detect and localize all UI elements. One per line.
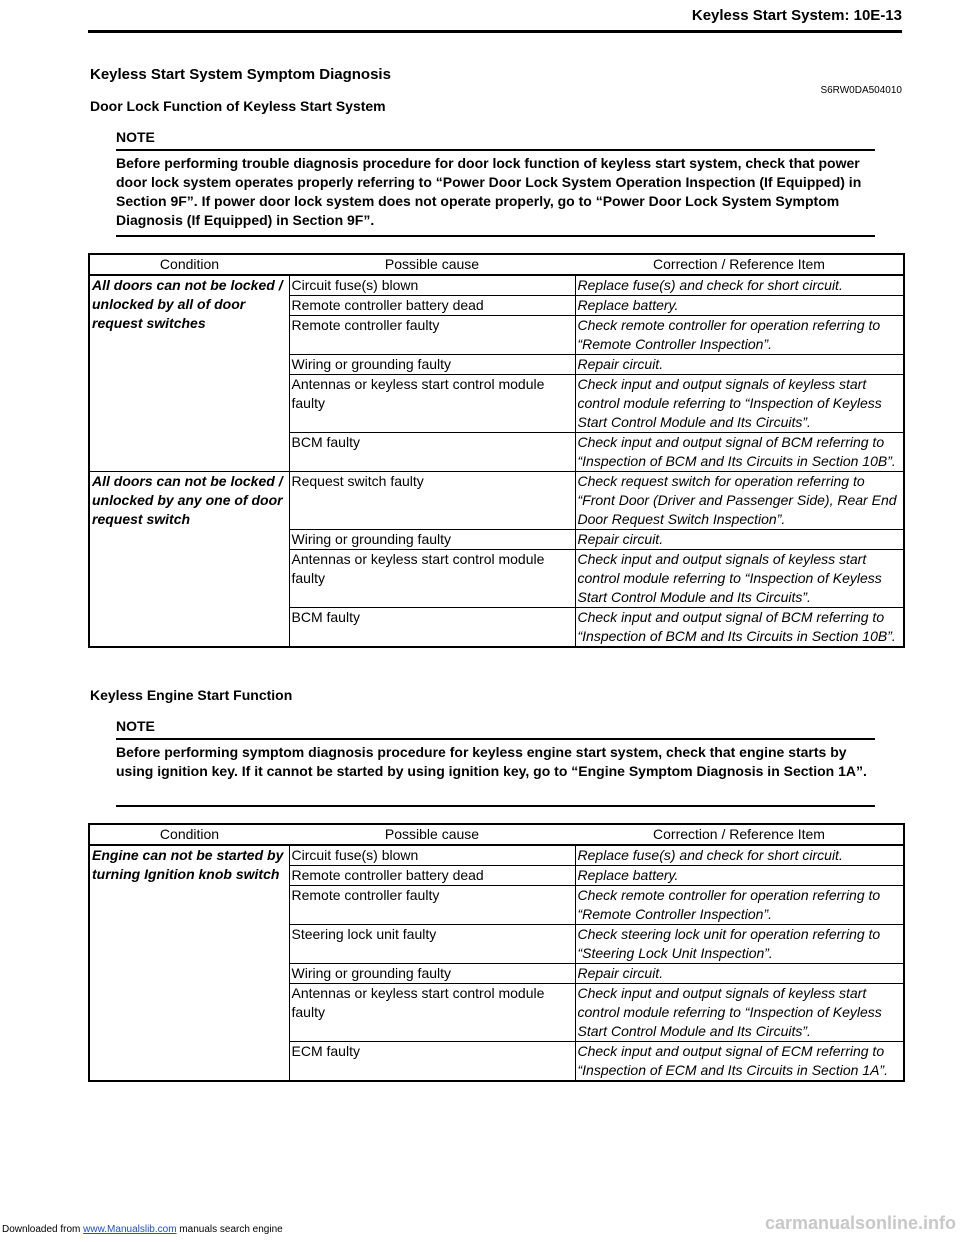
correction-cell: Check input and output signal of BCM referring to “Inspection of BCM and Its Circuits in Section 10B”. xyxy=(575,608,904,648)
footer xyxy=(2,1224,283,1235)
section-code: S6RW0DA504010 xyxy=(820,85,902,96)
table-header-row xyxy=(89,254,904,275)
table-row xyxy=(89,275,904,296)
cause-cell: Wiring or grounding faulty xyxy=(289,355,575,375)
correction-cell: Check input and output signals of keyless start control module referring to “Inspection of Keyless Start Control Module and Its Circuits”. xyxy=(575,984,904,1042)
correction-cell: Check request switch for operation referring to “Front Door (Driver and Passenger Side), Rear End Door Request Switch Inspection”. xyxy=(575,472,904,530)
note-text-1: Before performing trouble diagnosis procedure for door lock function of keyless start system, check that power door lock system operates properly referring to “Power Door Lock System Operation Inspection (If Equipped) in Section 9F”. If power door lock system does not operate properly, go to “Power Door Lock System Symptom Diagnosis (If Equipped) in Section 9F”. xyxy=(116,155,862,228)
cause-cell: BCM faulty xyxy=(289,608,575,648)
correction-cell: Check steering lock unit for operation referring to “Steering Lock Unit Inspection”. xyxy=(575,925,904,964)
manualslib-link[interactable]: www.Manualslib.com xyxy=(83,1224,177,1235)
engine-start-subtitle: Keyless Engine Start Function xyxy=(90,687,293,703)
section-title: Keyless Start System Symptom Diagnosis xyxy=(90,66,391,83)
correction-cell: Check input and output signal of ECM referring to “Inspection of ECM and Its Circuits in Section 1A”. xyxy=(575,1042,904,1082)
cause-cell: Remote controller faulty xyxy=(289,316,575,355)
correction-cell: Check input and output signals of keyless start control module referring to “Inspection of Keyless Start Control Module and Its Circuits”. xyxy=(575,550,904,608)
correction-cell: Check input and output signals of keyless start control module referring to “Inspection of Keyless Start Control Module and Its Circuits”. xyxy=(575,375,904,433)
correction-cell: Repair circuit. xyxy=(575,964,904,984)
correction-cell: Check input and output signal of BCM referring to “Inspection of BCM and Its Circuits in Section 10B”. xyxy=(575,433,904,472)
correction-cell: Repair circuit. xyxy=(575,355,904,375)
header-correction: Correction / Reference Item xyxy=(575,254,904,275)
door-lock-subtitle: Door Lock Function of Keyless Start System xyxy=(90,98,386,114)
note-rule-bottom-2 xyxy=(116,805,875,807)
cause-cell: Remote controller faulty xyxy=(289,886,575,925)
correction-cell: Check remote controller for operation referring to “Remote Controller Inspection”. xyxy=(575,316,904,355)
cause-cell: Antennas or keyless start control module faulty xyxy=(289,984,575,1042)
footer-suffix: manuals search engine xyxy=(176,1224,283,1235)
note-label-1: NOTE xyxy=(116,129,155,145)
cause-cell: Antennas or keyless start control module faulty xyxy=(289,550,575,608)
note-text-2: Before performing symptom diagnosis procedure for keyless engine start system, check that engine starts by using ignition key. If it cannot be started by using ignition key, go to “Engine Symptom Diagnosis in Section 1A”. xyxy=(116,744,867,779)
condition-cell: All doors can not be locked / unlocked by any one of door request switch xyxy=(89,472,289,648)
cause-cell: Remote controller battery dead xyxy=(289,866,575,886)
table-header-row xyxy=(89,824,904,845)
correction-cell: Replace battery. xyxy=(575,296,904,316)
engine-start-diagnosis-table xyxy=(88,823,905,1082)
footer-prefix: Downloaded from xyxy=(2,1224,84,1235)
watermark: carmanualsonline.info xyxy=(764,1213,956,1233)
correction-cell: Check remote controller for operation referring to “Remote Controller Inspection”. xyxy=(575,886,904,925)
correction-cell: Replace battery. xyxy=(575,866,904,886)
cause-cell: Remote controller battery dead xyxy=(289,296,575,316)
table-row xyxy=(89,845,904,866)
cause-cell: BCM faulty xyxy=(289,433,575,472)
correction-cell: Replace fuse(s) and check for short circuit. xyxy=(575,845,904,866)
cause-cell: Circuit fuse(s) blown xyxy=(289,845,575,866)
header-correction: Correction / Reference Item xyxy=(575,824,904,845)
page-header-title: Keyless Start System: 10E-13 xyxy=(691,7,902,24)
condition-cell: All doors can not be locked / unlocked by all of door request switches xyxy=(89,275,289,472)
header-rule xyxy=(88,30,902,33)
door-lock-diagnosis-table xyxy=(88,253,905,648)
table-row xyxy=(89,472,904,530)
note-label-2: NOTE xyxy=(116,718,155,734)
note-rule-top-2 xyxy=(116,738,875,740)
header-condition: Condition xyxy=(89,254,289,275)
header-condition: Condition xyxy=(89,824,289,845)
cause-cell: Circuit fuse(s) blown xyxy=(289,275,575,296)
correction-cell: Repair circuit. xyxy=(575,530,904,550)
cause-cell: Steering lock unit faulty xyxy=(289,925,575,964)
cause-cell: Wiring or grounding faulty xyxy=(289,964,575,984)
cause-cell: ECM faulty xyxy=(289,1042,575,1082)
cause-cell: Request switch faulty xyxy=(289,472,575,530)
cause-cell: Wiring or grounding faulty xyxy=(289,530,575,550)
header-possible-cause: Possible cause xyxy=(289,824,575,845)
note-rule-top-1 xyxy=(116,149,875,151)
condition-cell: Engine can not be started by turning Ignition knob switch xyxy=(89,845,289,1081)
correction-cell: Replace fuse(s) and check for short circuit. xyxy=(575,275,904,296)
cause-cell: Antennas or keyless start control module faulty xyxy=(289,375,575,433)
note-rule-bottom-1 xyxy=(116,235,875,237)
header-possible-cause: Possible cause xyxy=(289,254,575,275)
